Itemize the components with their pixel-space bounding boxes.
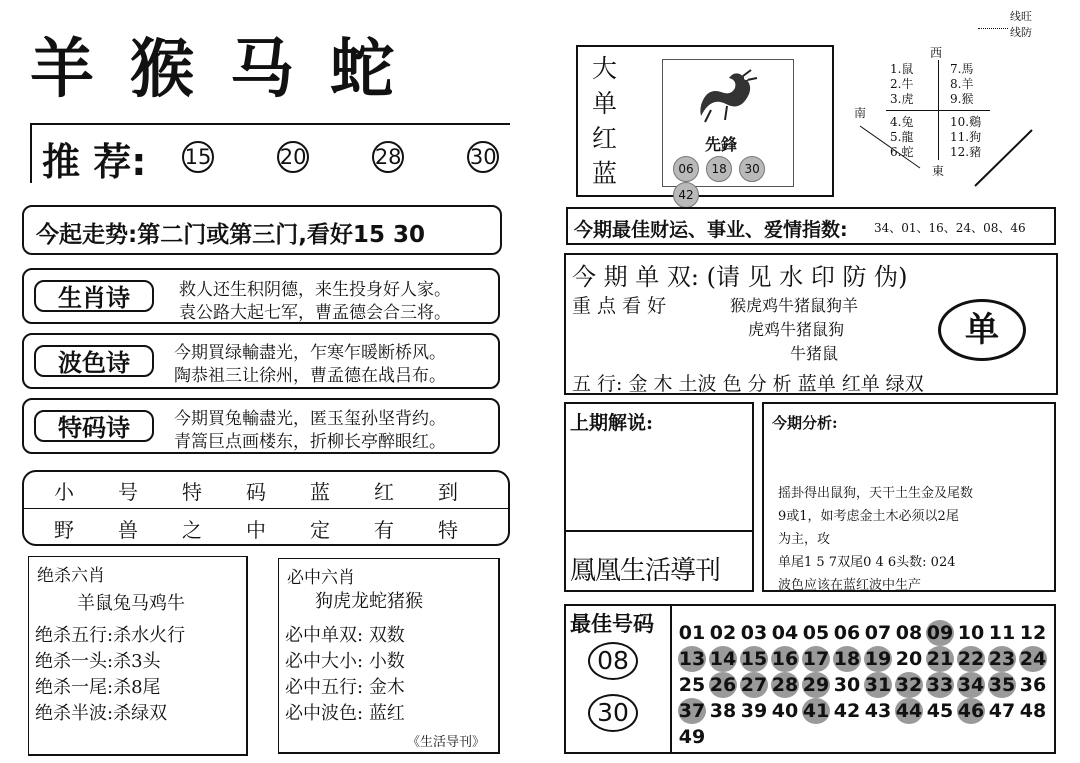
kill-key: 绝杀一尾:: [35, 677, 114, 698]
best-pick: [588, 642, 638, 680]
single-badge: [938, 299, 1026, 361]
pioneer-side-label: [592, 51, 617, 191]
number-ball: 29: [802, 674, 830, 696]
number-ball: 24: [1019, 648, 1047, 670]
compass-item: 4.兔: [890, 115, 914, 129]
best-label: 最佳号码: [570, 611, 654, 636]
number-ball: 23: [988, 648, 1016, 670]
analysis-line: 单尾1 5 7双尾0 4 6头数: 024: [778, 555, 956, 570]
pioneer-name: 先鋒: [705, 135, 738, 154]
slogan-char: 码: [246, 480, 266, 504]
pioneer-ball: 30: [739, 156, 765, 182]
number-ball: 25: [678, 674, 706, 696]
compass-item: 9.猴: [950, 92, 974, 106]
poem-box-zodiac: [22, 268, 500, 324]
kill-key: 绝杀半波:: [35, 703, 114, 724]
slogan-char: 小: [54, 480, 74, 504]
number-ball: 01: [678, 622, 706, 644]
poem-label: 特码诗: [34, 410, 154, 442]
number-ball: 09: [926, 622, 954, 644]
pioneer-balls: [673, 156, 793, 208]
number-ball: 41: [802, 700, 830, 722]
number-ball: 10: [957, 622, 985, 644]
must-key: 必中波色:: [285, 703, 364, 724]
recommend-label: 推 荐:: [42, 140, 147, 184]
slogan-char: 野: [54, 518, 74, 542]
slogan-char: 有: [374, 518, 394, 542]
analysis-line: 9或1，如考虑金土木必须以2尾: [778, 509, 959, 524]
direction-south: 南: [854, 106, 867, 120]
direction-east: 東: [932, 164, 945, 178]
number-ball: 22: [957, 648, 985, 670]
side-char: 大: [592, 54, 618, 83]
compass-left-list: [890, 62, 913, 160]
poem-box-color: [22, 333, 500, 389]
must-title: 必中六肖: [287, 568, 355, 588]
recommend-number: 15: [182, 141, 214, 173]
side-char: 单: [592, 89, 618, 118]
analysis-line: 波色应该在蓝红波中生产: [778, 578, 922, 593]
must-value: 双数: [368, 625, 405, 646]
kill-value: 杀水火行: [113, 625, 186, 646]
recommend-panel: [30, 123, 510, 183]
number-ball: 48: [1019, 700, 1047, 722]
analysis-line: 摇卦得出鼠狗，天干土生金及尾数: [778, 486, 974, 501]
kill-title: 绝杀六肖: [37, 566, 105, 586]
kill-panel: [28, 556, 248, 756]
trend-box: [22, 205, 502, 255]
analysis-line: 为主，攻: [778, 532, 831, 547]
poem-line: 今期買兔輸盡光，匿玉玺孙坚背约。: [174, 409, 446, 429]
must-key: 必中大小:: [285, 651, 364, 672]
recommend-number: 30: [467, 141, 499, 173]
compass-item: 1.鼠: [890, 62, 914, 76]
best-pick-text: 08: [597, 646, 629, 675]
number-ball: 38: [709, 700, 737, 722]
fortune-label: 今期最佳财运、事业、爱情指数:: [574, 219, 848, 241]
number-ball: 32: [895, 674, 923, 696]
number-ball: 04: [771, 622, 799, 644]
number-ball: 19: [864, 648, 892, 670]
single-double-panel: [564, 253, 1058, 395]
kill-rows: [35, 623, 185, 727]
slogan-char: 红: [374, 480, 394, 504]
number-ball: 31: [864, 674, 892, 696]
number-ball: 30: [833, 674, 861, 696]
number-grid: [678, 620, 1052, 752]
pioneer-panel: [576, 45, 834, 202]
number-ball: 34: [957, 674, 985, 696]
number-ball: 39: [740, 700, 768, 722]
dragon-icon: [691, 66, 761, 128]
kill-key: 绝杀五行:: [35, 625, 114, 646]
slogan-char: 号: [118, 480, 138, 504]
number-ball: 35: [988, 674, 1016, 696]
number-ball: 08: [895, 622, 923, 644]
single-badge-text: 单: [965, 310, 999, 350]
best-pick-text: 30: [597, 698, 629, 727]
number-ball: 27: [740, 674, 768, 696]
slogan-char: 兽: [118, 518, 138, 542]
number-ball: 13: [678, 648, 706, 670]
corner-top: 线旺: [1010, 10, 1032, 23]
number-ball: 20: [895, 648, 923, 670]
recommend-number: 20: [277, 141, 309, 173]
number-ball: 02: [709, 622, 737, 644]
slogan-char: 中: [246, 518, 266, 542]
number-ball: 36: [1019, 674, 1047, 696]
number-ball: 16: [771, 648, 799, 670]
poem-line: 救人还生积阴德，来生投身好人家。: [179, 280, 451, 300]
number-ball: 21: [926, 648, 954, 670]
compass-item: 10.鷄: [950, 115, 982, 129]
poem-line: 青篙巨点画楼东，折柳长亭醉眼红。: [174, 432, 446, 452]
number-ball: 07: [864, 622, 892, 644]
corner-bottom: 线防: [1010, 26, 1032, 39]
number-ball: 05: [802, 622, 830, 644]
poem-line: 陶恭祖三让徐州，曹孟德在战吕布。: [174, 366, 446, 386]
number-ball: 17: [802, 648, 830, 670]
direction-west: 西: [930, 46, 943, 60]
must-value: 小数: [368, 651, 405, 672]
fortune-box: [566, 207, 1056, 245]
focus-line: 虎鸡牛猪鼠狗: [748, 320, 845, 339]
poem-line: 袁公路大起七军，曹孟德会合三将。: [179, 303, 451, 323]
must-panel: [278, 558, 500, 754]
number-ball: 42: [833, 700, 861, 722]
slogan-char: 到: [438, 480, 458, 504]
must-value: 蓝红: [368, 703, 405, 724]
compass-item: 8.羊: [950, 77, 974, 91]
slogan-char: 蓝: [310, 480, 330, 504]
analysis-text: [778, 482, 973, 597]
pioneer-ball: 18: [706, 156, 732, 182]
slogan-char: 定: [310, 518, 330, 542]
number-ball: 06: [833, 622, 861, 644]
must-rows: [285, 623, 405, 727]
kill-zodiacs: 羊鼠兔马鸡牛: [77, 593, 185, 614]
compass-item: 5.龍: [890, 130, 914, 144]
number-ball: 40: [771, 700, 799, 722]
number-ball: 49: [678, 726, 706, 748]
compass-item: 12.豬: [950, 145, 982, 159]
poem-box-special: [22, 398, 500, 454]
analysis-label: 今期分析:: [772, 414, 838, 432]
must-zodiacs: 狗虎龙蛇猪猴: [315, 591, 423, 612]
brand-text: 鳳凰生活導刊: [570, 556, 721, 586]
recommend-numbers: [182, 141, 499, 173]
poem-line: 今期買绿輸盡光，乍寒乍暖断桥风。: [174, 343, 446, 363]
single-double-title: 今 期 单 双: (请 见 水 印 防 伪): [572, 263, 908, 291]
compass-item: 3.虎: [890, 92, 914, 106]
number-ball: 26: [709, 674, 737, 696]
side-char: 蓝: [592, 159, 618, 188]
slogan-char: 特: [438, 518, 458, 542]
number-ball: 43: [864, 700, 892, 722]
source-label: 《生活导刊》: [407, 735, 486, 750]
focus-line: 牛猪鼠: [790, 344, 839, 363]
number-ball: 46: [957, 700, 985, 722]
analysis-panel: [762, 402, 1056, 592]
pioneer-ball: 42: [673, 182, 699, 208]
compass-item: 11.狗: [950, 130, 982, 144]
recommend-number: 28: [372, 141, 404, 173]
five-elements: 五 行: 金 木 土波 色 分 析 蓝单 红单 绿双: [572, 373, 924, 395]
must-key: 必中单双:: [285, 625, 364, 646]
pioneer-frame: [662, 59, 794, 202]
fortune-value: 34、01、16、24、08、46: [874, 221, 1026, 235]
number-ball: 45: [926, 700, 954, 722]
focus-line: 猴虎鸡牛猪鼠狗羊: [730, 296, 859, 315]
poem-label: 生肖诗: [34, 280, 154, 312]
number-ball: 03: [740, 622, 768, 644]
kill-key: 绝杀一头:: [35, 651, 114, 672]
number-ball: 47: [988, 700, 1016, 722]
trend-text: 今起走势:第二门或第三门,看好15 30: [36, 222, 425, 248]
pioneer-ball: 06: [673, 156, 699, 182]
poem-label: 波色诗: [34, 345, 154, 377]
number-ball: 28: [771, 674, 799, 696]
page-title: 羊猴马蛇: [30, 33, 430, 107]
number-ball: 12: [1019, 622, 1047, 644]
must-value: 金木: [368, 677, 405, 698]
compass: [850, 8, 1075, 188]
last-period-panel: [564, 402, 754, 592]
focus-label: 重 点 看 好: [572, 295, 667, 317]
kill-value: 杀3头: [113, 651, 161, 672]
number-ball: 18: [833, 648, 861, 670]
slogan-char: 特: [182, 480, 202, 504]
compass-item: 6.蛇: [890, 145, 914, 159]
compass-item: 7.馬: [950, 62, 974, 76]
kill-value: 杀8尾: [113, 677, 161, 698]
side-char: 红: [592, 124, 618, 153]
number-ball: 11: [988, 622, 1016, 644]
compass-right-list: [950, 62, 981, 160]
best-numbers-panel: [564, 604, 1056, 754]
best-pick: [588, 694, 638, 732]
slogan-char: 之: [182, 518, 202, 542]
number-ball: 15: [740, 648, 768, 670]
kill-value: 杀绿双: [113, 703, 168, 724]
slogan-box: [22, 470, 510, 546]
must-key: 必中五行:: [285, 677, 364, 698]
number-ball: 44: [895, 700, 923, 722]
compass-item: 2.牛: [890, 77, 914, 91]
last-period-label: 上期解说:: [570, 412, 654, 434]
number-ball: 33: [926, 674, 954, 696]
number-ball: 37: [678, 700, 706, 722]
number-ball: 14: [709, 648, 737, 670]
